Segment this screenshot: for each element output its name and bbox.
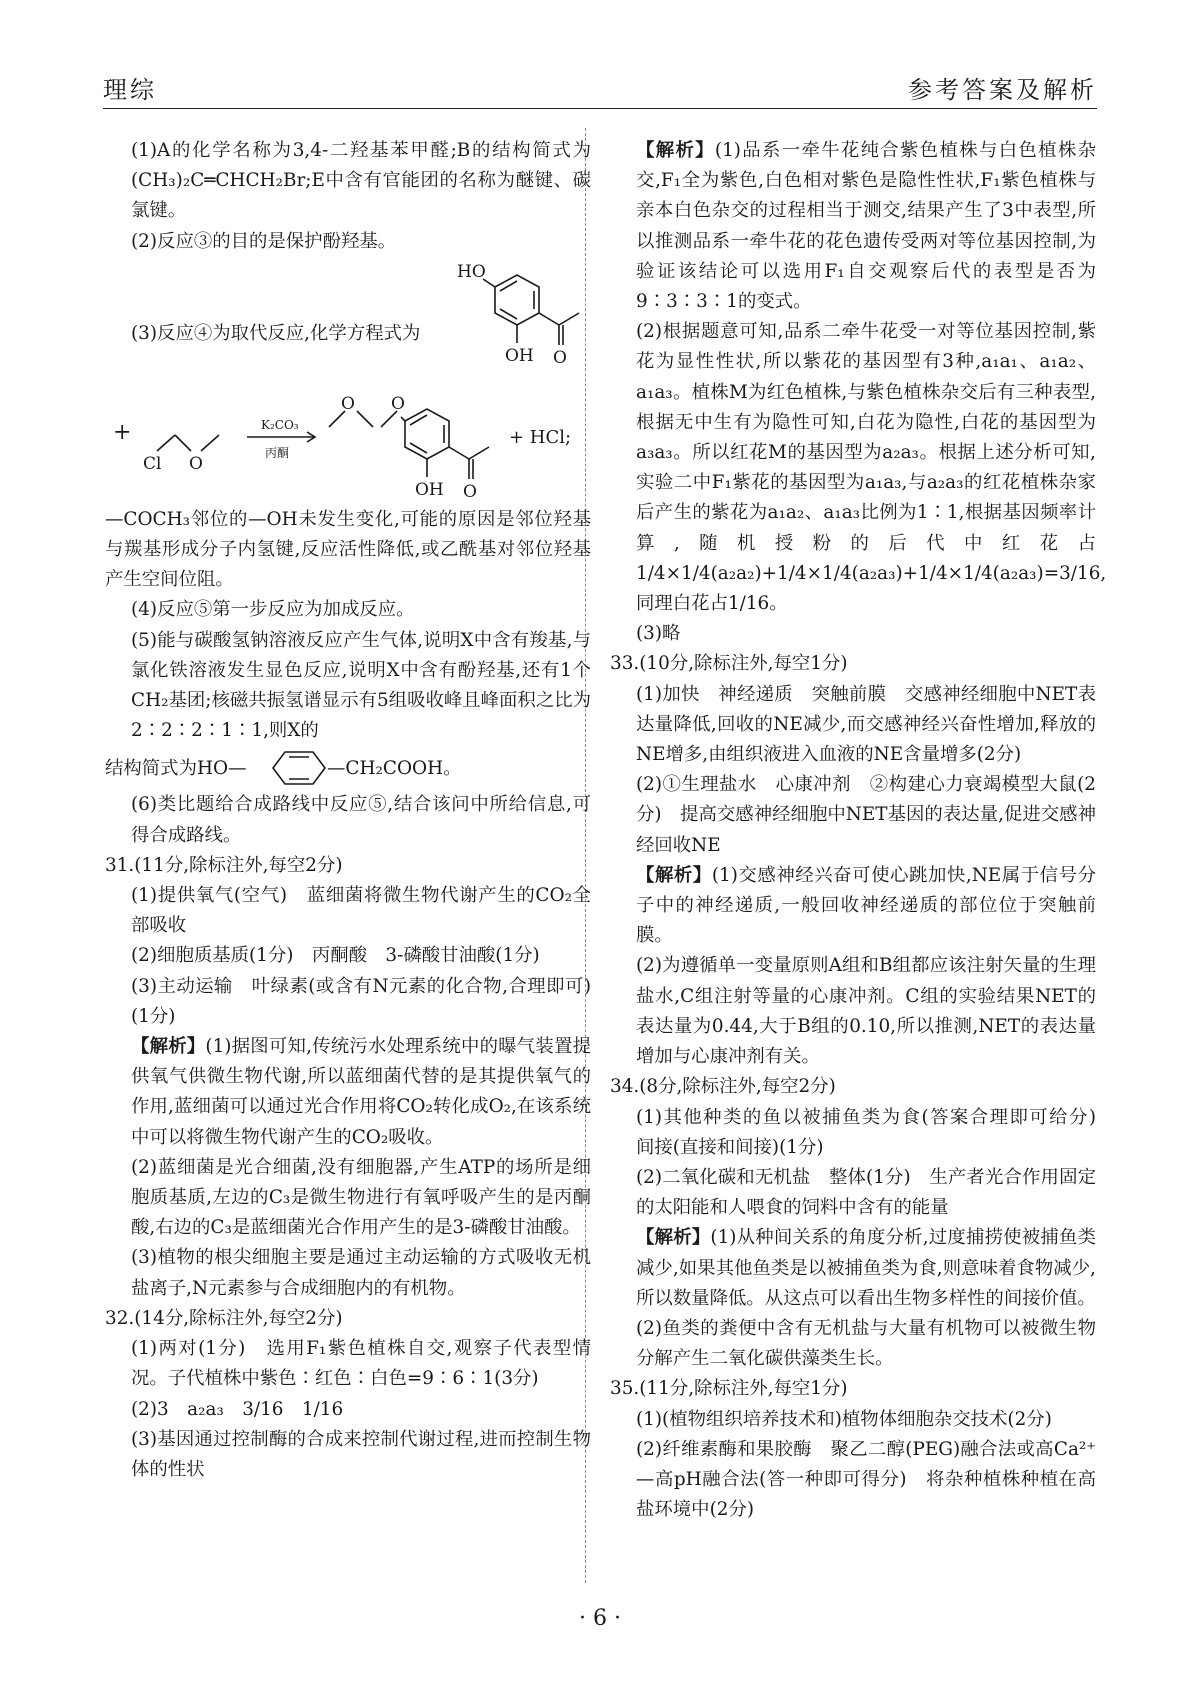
question-33-header: 33.(10分,除标注外,每空1分)	[610, 653, 848, 675]
answer-30-1: (1)A的化学名称为3,4-二羟基苯甲醛;B的结构简式为(CH₃)₂C═CHCH₂Br;E中含有官能团的名称为醚键、碳氯键。	[131, 140, 591, 222]
analysis-label: 【解析】	[636, 864, 712, 886]
analysis-31-1	[105, 1032, 591, 1153]
question-34-header: 34.(8分,除标注外,每空2分)	[610, 1076, 836, 1098]
subject-label: 理综	[103, 76, 157, 104]
analysis-32-3: (3)略	[636, 623, 681, 645]
analysis-34-1-text: (1)从种间关系的角度分析,过度捕捞使被捕鱼类减少,如果其他鱼类是以被捕鱼类为食,则意味着食物减少,所以数量降低。从这点可以看出生物多样性的间接价值。	[636, 1227, 1096, 1309]
answer-33-1: (1)加快 神经递质 突触前膜 交感神经细胞中NET表达量降低,回收的NE减少,而交感神经兴奋性增加,释放的NE增多,由组织液进入血液的NE含量增多(2分)	[636, 683, 1096, 766]
answer-31-3: (3)主动运输 叶绿素(或含有N元素的化合物,合理即可)(1分)	[131, 975, 591, 1027]
plus-sign: +	[113, 419, 132, 445]
analysis-label: 【解析】	[636, 140, 715, 161]
structure-x-diagram	[105, 746, 591, 790]
structure-x-line	[105, 746, 591, 790]
analysis-33-1	[610, 861, 1096, 952]
analysis-label: 【解析】	[131, 1036, 206, 1058]
ether-o-label: O	[189, 453, 203, 474]
question-35-header: 35.(11分,除标注外,每空1分)	[610, 1378, 848, 1400]
analysis-label: 【解析】	[636, 1227, 711, 1249]
analysis-32-1-text: (1)品系一牵牛花纯合紫色植株与白色植株杂交,F₁全为紫色,白色相对紫色是隐性性状,F₁紫色植株与亲本白色杂交的过程相当于测交,结果产生了3中表型,所以推测品系一牵牛花的花色遗传受两对等位基因控制,为验证该结论可以选用F₁自交观察后代的表型是否为9∶3∶3∶1的变式。	[636, 140, 1096, 313]
answer-34-1: (1)其他种类的鱼以被捕鱼类为食(答案合理即可给分) 间接(直接和间接)(1分)	[636, 1106, 1115, 1158]
left-column	[105, 136, 591, 1485]
page-number: · 6 ·	[579, 1606, 621, 1631]
answer-35-1: (1)(植物组织培养技术和)植物体细胞杂交技术(2分)	[636, 1408, 1052, 1430]
reactant-structure	[105, 257, 591, 377]
analysis-34-2: (2)鱼类的粪便中含有无机盐与大量有机物可以被微生物分解产生二氧化碳供藻类生长。	[636, 1317, 1096, 1370]
carbonyl-o-label: O	[553, 347, 567, 368]
product-o-label-1: O	[341, 393, 355, 414]
product-carbonyl-o: O	[463, 481, 477, 502]
analysis-32-1	[610, 136, 1096, 317]
header-rule	[103, 108, 1097, 109]
structure-x-suffix: —CH₂COOH。	[327, 758, 462, 780]
answer-32-1: (1)两对(1分) 选用F₁紫色植株自交,观察子代表型情况。子代植株中紫色∶红色∶白色=9∶6∶1(3分)	[131, 1338, 591, 1390]
answer-32-3: (3)基因通过控制酶的合成来控制代谢过程,进而控制生物体的性状	[131, 1428, 591, 1480]
product-o-label-2: O	[391, 393, 405, 414]
hcl-product: + HCl;	[509, 426, 572, 448]
answer-30-2: (2)反应③的目的是保护酚羟基。	[131, 230, 397, 252]
product-oh-label: OH	[415, 479, 444, 500]
answer-30-3: (3)反应④为取代反应,化学方程式为	[131, 322, 421, 344]
reactant-molecule-diagram	[455, 257, 591, 377]
answer-30-5: (5)能与碳酸氢钠溶液反应产生气体,说明X中含有羧基,与氯化铁溶液发生显色反应,说明X中含有酚羟基,还有1个CH₂基团;核磁共振氢谱显示有5组吸收峰且峰面积之比为2∶2∶2∶1∶1,则X的	[131, 629, 591, 742]
reagent-label: K₂CO₃	[261, 417, 299, 432]
chlorine-label: Cl	[143, 453, 162, 474]
analysis-34-1	[610, 1223, 1096, 1314]
reaction-equation-diagram	[105, 377, 591, 505]
answer-35-2: (2)纤维素酶和果胶酶 聚乙二醇(PEG)融合法或高Ca²⁺—高pH融合法(答一种即可得分) 将杂种植株种植在高盐环境中(2分)	[636, 1438, 1096, 1521]
answer-30-6: (6)类比题给合成路线中反应⑤,结合该问中所给信息,可得合成路线。	[131, 794, 591, 846]
page-header	[103, 70, 1097, 110]
question-31-header: 31.(11分,除标注外,每空2分)	[105, 854, 343, 876]
answer-30-3-explanation: —COCH₃邻位的—OH未发生变化,可能的原因是邻位羟基与羰基形成分子内氢键,反应活性降低,或乙酰基对邻位羟基产生空间位阻。	[105, 508, 591, 591]
analysis-31-2: (2)蓝细菌是光合细菌,没有细胞器,产生ATP的场所是细胞质基质,左边的C₃是微生物进行有氧呼吸产生的是丙酮酸,右边的C₃是蓝细菌光合作用产生的是3-磷酸甘油酸。	[131, 1156, 591, 1239]
hydroxy-label-bottom: OH	[505, 345, 534, 366]
section-title: 参考答案及解析	[908, 76, 1097, 104]
structure-x-prefix: 结构简式为HO—	[105, 758, 247, 780]
question-32-header: 32.(14分,除标注外,每空2分)	[105, 1307, 343, 1329]
answer-33-2: (2)①生理盐水 心康冲剂 ②构建心力衰竭模型大鼠(2分) 提高交感神经细胞中NET基因的表达量,促进交感神经回收NE	[636, 774, 1096, 856]
hydroxy-label-top: HO	[457, 261, 486, 282]
analysis-33-1-text: (1)交感神经兴奋可使心跳加快,NE属于信号分子中的神经递质,一般回收神经递质的部位位于突触前膜。	[636, 864, 1096, 947]
answer-30-4: (4)反应⑤第一步反应为加成反应。	[131, 599, 415, 621]
answer-31-2: (2)细胞质基质(1分) 丙酮酸 3-磷酸甘油酸(1分)	[131, 945, 540, 967]
reaction-equation	[105, 377, 591, 505]
analysis-32-2: (2)根据题意可知,品系二牵牛花受一对等位基因控制,紫花为显性性状,所以紫花的基因型有3种,a₁a₁、a₁a₂、a₁a₃。植株M为红色植株,与紫色植株杂交后有三种表型,根据无中生有为隐性可知,白花为隐性,白花的基因型为a₃a₃。所以红花M的基因型为a₂a₃。根据上述分析可知,实验二中F₁紫花的基因型为a₁a₃,与a₂a₃的红花植株杂家后产生的紫花为a₁a₂、a₁a₃比例为1∶1,根据基因频率计算,随机授粉的后代中红花占1/4×1/4(a₂a₂)+1/4×1/4(a₂a₃)+1/4×1/4(a₂a₃)=3/16,同理白花占1/16。	[636, 321, 1107, 615]
right-column	[610, 136, 1115, 1525]
analysis-31-3: (3)植物的根尖细胞主要是通过主动运输的方式吸收无机盐离子,N元素参与合成细胞内的有机物。	[131, 1247, 591, 1299]
answer-31-1: (1)提供氧气(空气) 蓝细菌将微生物代谢产生的CO₂全部吸收	[131, 885, 591, 937]
analysis-31-1-text: (1)据图可知,传统污水处理系统中的曝气装置提供氧气供微生物代谢,所以蓝细菌代替的是其提供氧气的作用,蓝细菌可以通过光合作用将CO₂转化成O₂,在该系统中可以将微生物代谢产生的CO₂吸收。	[131, 1036, 591, 1148]
analysis-33-2: (2)为遵循单一变量原则A组和B组都应该注射矢量的生理盐水,C组注射等量的心康冲剂。C组的实验结果NET的表达量为0.44,大于B组的0.10,所以推测,NET的表达量增加与心康冲剂有关。	[636, 955, 1096, 1068]
answer-32-2: (2)3 a₂a₃ 3/16 1/16	[131, 1398, 344, 1420]
answer-34-2: (2)二氧化碳和无机盐 整体(1分) 生产者光合作用固定的太阳能和人喂食的饲料中含有的能量	[636, 1166, 1096, 1219]
solvent-label: 丙酮	[265, 445, 290, 460]
